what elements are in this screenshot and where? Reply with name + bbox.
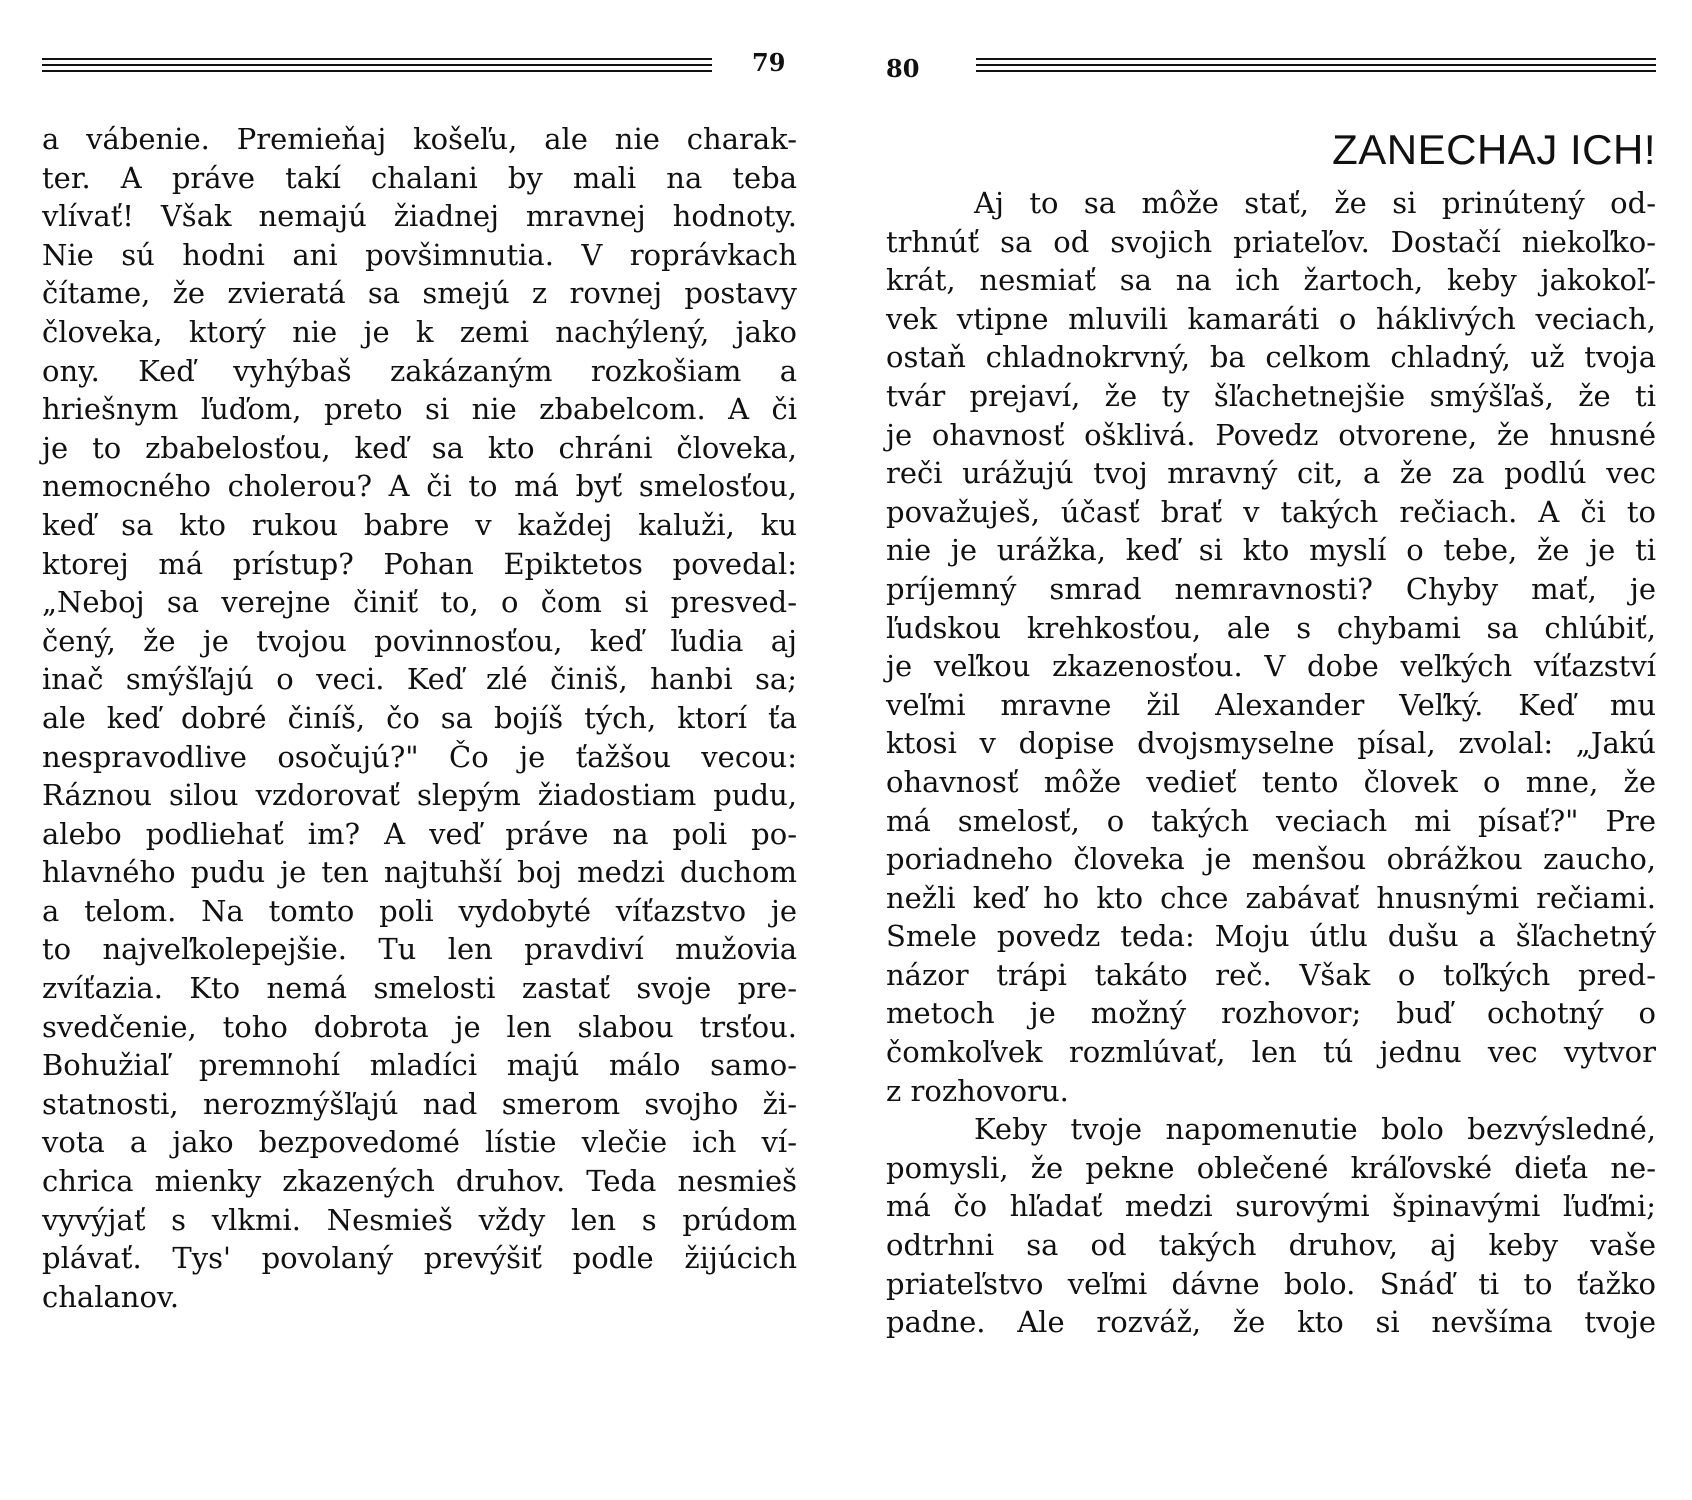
text-line: a vábenie. Premieňaj košeľu, ale nie charak- xyxy=(42,122,797,156)
text-line: hlavného pudu je ten najtuhší boj medzi duchom xyxy=(42,855,797,890)
page-number: 80 xyxy=(886,54,920,83)
text-line: nie je urážka, keď si kto myslí o tebe, že je ti xyxy=(886,533,1656,568)
text-line: ter. A práve takí chalani by mali na teba xyxy=(42,160,797,195)
text-line: názor trápi takáto reč. Však o toľkých pred- xyxy=(886,957,1656,992)
text-line: pomysli, že pekne oblečené kráľovské dieťa ne- xyxy=(886,1150,1656,1185)
text-line: nespravodlive osočujú?" Čo je ťažšou vecou: xyxy=(42,739,797,774)
text-line: chrica mienky zkazených druhov. Teda nesmieš xyxy=(42,1164,797,1199)
rule-line xyxy=(976,64,1656,66)
text-line: krát, nesmiať sa na ich žartoch, keby jakokoľ- xyxy=(886,263,1656,298)
text-line: z rozhovoru. xyxy=(886,1073,1069,1108)
text-line: metoch je možný rozhovor; buď ochotný o xyxy=(886,996,1656,1031)
text-line: Aj to sa môže stať, že si prinútený od- xyxy=(974,186,1656,220)
text-line: ony. Keď vyhýbaš zakázaným rozkošiam a xyxy=(42,353,797,388)
text-line: príjemný smrad nemravnosti? Chyby mať, je xyxy=(886,571,1656,606)
text-line: vek vtipne mluvili kamaráti o háklivých veciach, xyxy=(886,301,1656,336)
text-line: čený, že je tvojou povinnosťou, keď ľudia aj xyxy=(42,623,797,658)
text-line: statnosti, nerozmýšľajú nad smerom svojho ži- xyxy=(42,1086,797,1121)
text-line: je veľkou zkazenosťou. V dobe veľkých víťazství xyxy=(886,649,1656,684)
header-rule xyxy=(976,58,1656,72)
text-line: čítame, že zvieratá sa smejú z rovnej postavy xyxy=(42,276,797,311)
text-line: Smele povedz teda: Moju útlu dušu a šľachetný xyxy=(886,919,1656,954)
text-line: ale keď dobré činíš, čo sa bojíš tých, ktorí ťa xyxy=(42,700,797,735)
text-line: trhnúť sa od svojich priateľov. Dostačí niekoľko- xyxy=(886,224,1656,259)
rule-line xyxy=(976,58,1656,60)
page-number: 79 xyxy=(752,48,786,77)
text-line: ktorej má prístup? Pohan Epiktetos povedal: xyxy=(42,546,797,581)
text-line: chalanov. xyxy=(42,1279,180,1314)
text-line: hriešnym ľuďom, preto si nie zbabelcom. A či xyxy=(42,392,797,427)
text-line: má čo hľadať medzi surovými špinavými ľuďmi; xyxy=(886,1189,1656,1224)
text-line: je ohavnosť ošklivá. Povedz otvorene, že hnusné xyxy=(886,417,1656,452)
text-line: má smelosť, o takých veciach mi písať?" Pre xyxy=(886,803,1656,838)
text-line: alebo podliehať im? A veď práve na poli po- xyxy=(42,816,797,851)
text-line: priateľstvo veľmi dávne bolo. Snáď ti to ťažko xyxy=(886,1266,1656,1301)
text-line: považuješ, účasť brať v takých rečiach. A či to xyxy=(886,494,1656,529)
text-line: Nie sú hodni ani povšimnutia. V roprávkach xyxy=(42,237,797,272)
text-line: veľmi mravne žil Alexander Veľký. Keď mu xyxy=(886,687,1656,722)
text-line: poriadneho človeka je menšou obrážkou zaucho, xyxy=(886,842,1656,877)
text-line: padne. Ale rozváž, že kto si nevšíma tvoje xyxy=(886,1305,1656,1340)
text-line: to najveľkolepejšie. Tu len pravdiví mužovia xyxy=(42,932,797,967)
rule-line xyxy=(42,70,712,72)
text-line: je to zbabelosťou, keď sa kto chráni človeka, xyxy=(42,430,797,465)
text-line: plávať. Tys' povolaný prevýšiť podle žijúcich xyxy=(42,1241,797,1276)
right-page xyxy=(846,0,1692,1500)
rule-line xyxy=(976,70,1656,72)
header-rule xyxy=(42,58,712,72)
text-line: ohavnosť môže vedieť tento človek o mne, že xyxy=(886,764,1656,799)
text-line: „Neboj sa verejne činiť to, o čom si presved- xyxy=(42,585,797,620)
right-body-text xyxy=(886,184,1656,1342)
text-line: Keby tvoje napomenutie bolo bezvýsledné, xyxy=(974,1112,1656,1147)
text-line: človeka, ktorý nie je k zemi nachýlený, jako xyxy=(42,314,797,349)
text-line: vota a jako bezpovedomé lístie vlečie ich ví- xyxy=(42,1125,797,1160)
text-line: reči urážujú tvoj mravný cit, a že za podlú vec xyxy=(886,456,1656,491)
text-line: ľudskou krehkosťou, ale s chybami sa chlúbiť, xyxy=(886,610,1656,645)
text-line: vlívať! Však nemajú žiadnej mravnej hodnoty. xyxy=(42,199,797,234)
text-line: svedčenie, toho dobrota je len slabou trsťou. xyxy=(42,1009,797,1044)
text-line: tvár prejaví, že ty šľachetnejšie smýšľaš, že ti xyxy=(886,378,1656,413)
rule-line xyxy=(42,64,712,66)
text-line: inač smýšľajú o veci. Keď zlé činiš, hanbi sa; xyxy=(42,662,797,697)
text-line: ostaň chladnokrvný, ba celkom chladný, už tvoja xyxy=(886,340,1656,375)
text-line: Ráznou silou vzdorovať slepým žiadostiam pudu, xyxy=(42,778,797,813)
text-line: Bohužiaľ premnohí mladíci majú málo samo- xyxy=(42,1048,797,1083)
left-body-text xyxy=(42,120,797,1316)
text-line: odtrhni sa od takých druhov, aj keby vaše xyxy=(886,1228,1656,1263)
text-line: nemocného cholerou? A či to má byť smelosťou, xyxy=(42,469,797,504)
left-page-header xyxy=(0,44,846,84)
text-line: čomkoľvek rozmlúvať, len tú jednu vec vytvor xyxy=(886,1035,1656,1070)
section-title: ZANECHAJ ICH! xyxy=(1332,126,1656,173)
right-page-header xyxy=(846,44,1692,84)
text-line: ktosi v dopise dvojsmyselne písal, zvolal: „Jakú xyxy=(886,726,1656,761)
text-line: a telom. Na tomto poli vydobyté víťazstvo je xyxy=(42,893,797,928)
rule-line xyxy=(42,58,712,60)
text-line: zvíťazia. Kto nemá smelosti zastať svoje pre- xyxy=(42,971,797,1006)
text-line: vyvýjať s vlkmi. Nesmieš vždy len s prúdom xyxy=(42,1202,797,1237)
text-line: keď sa kto rukou babre v každej kaluži, ku xyxy=(42,507,797,542)
text-line: nežli keď ho kto chce zabávať hnusnými rečiami. xyxy=(886,880,1656,915)
